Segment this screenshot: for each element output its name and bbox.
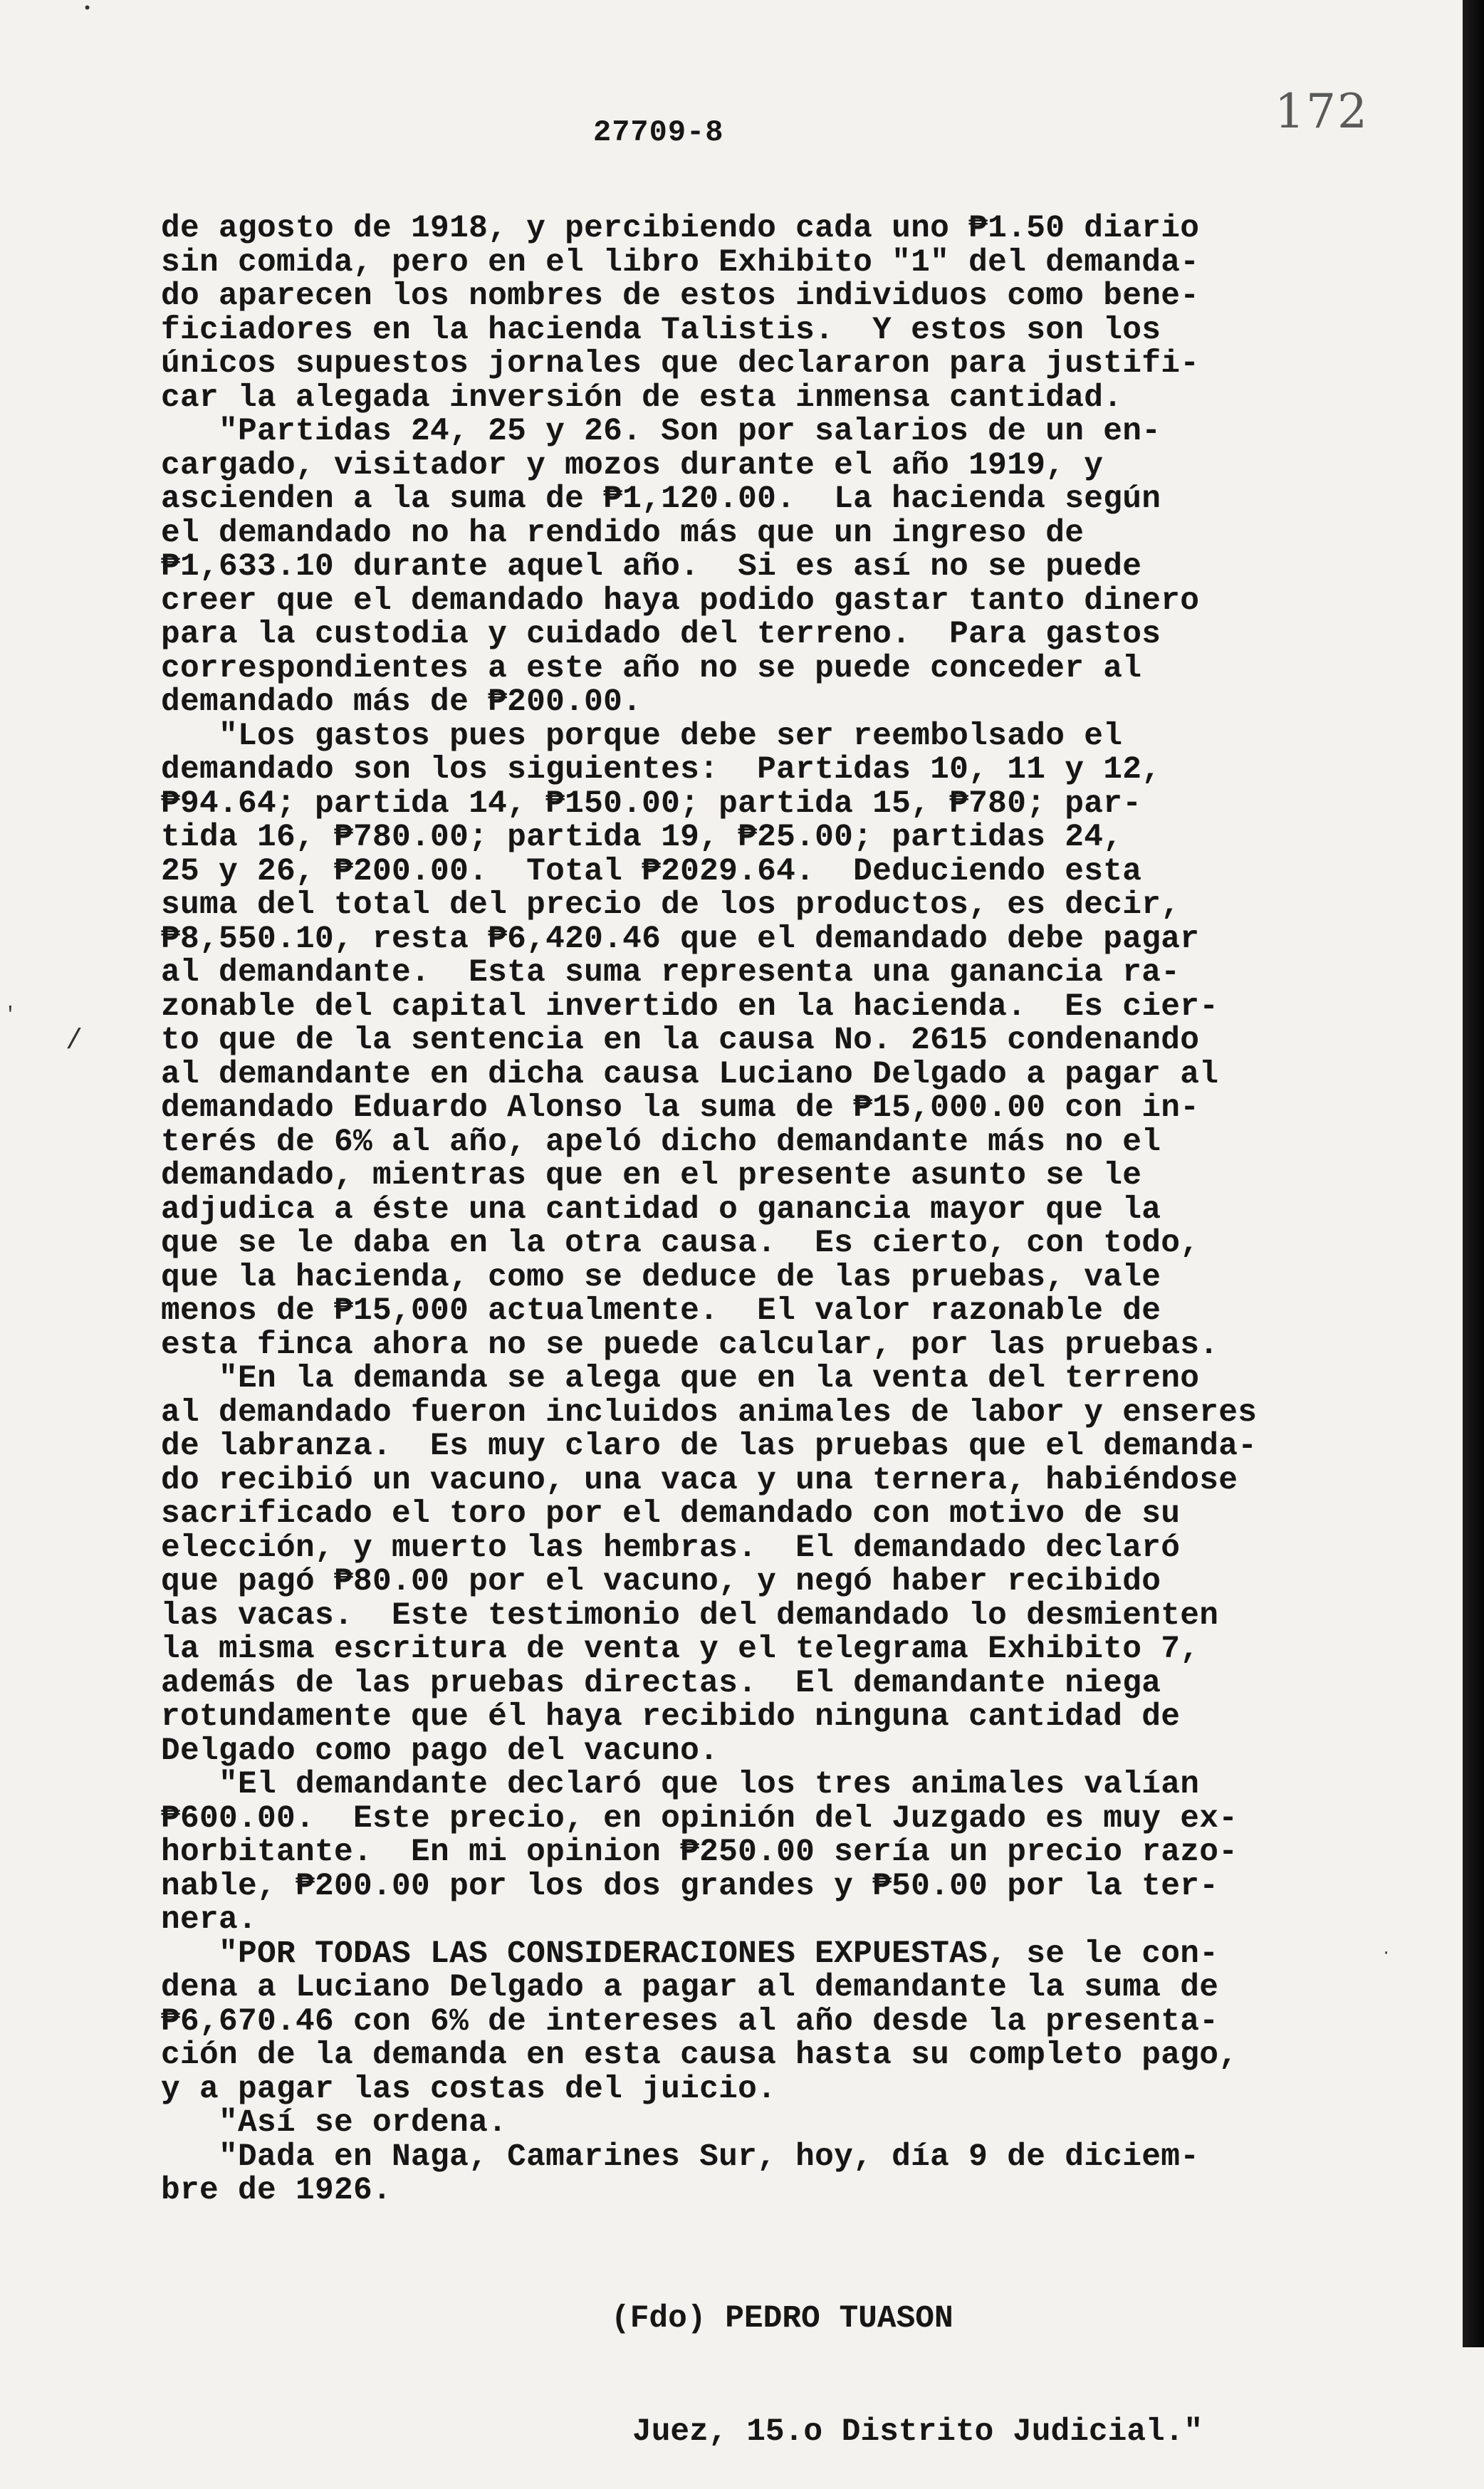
body-line: nera. (161, 1902, 258, 1938)
body-line: elección, y muerto las hembras. El demandado declaró (161, 1530, 1181, 1566)
body-line: 25 y 26, ₱200.00. Total ₱2029.64. Deduciendo esta (161, 853, 1142, 889)
body-line: ₱6,670.46 con 6% de intereses al año desde la presenta- (161, 2003, 1219, 2040)
body-line: la misma escritura de venta y el telegrama Exhibito 7, (161, 1632, 1200, 1667)
body-line: para la custodia y cuidado del terreno. Para gastos (161, 617, 1161, 652)
body-line: "Dada en Naga, Camarines Sur, hoy, día 9 de diciem- (161, 2139, 1200, 2175)
body-line: de labranza. Es muy claro de las pruebas que el demanda- (161, 1429, 1258, 1464)
body-line: las vacas. Este testimonio del demandado lo desmienten (161, 1597, 1219, 1634)
body-line: demandado son los siguientes: Partidas 10, 11 y 12, (161, 752, 1161, 788)
body-line: ción de la demanda en esta causa hasta su completo pago, (161, 2037, 1238, 2073)
margin-mark: / (66, 1026, 83, 1058)
body-line: "El demandante declaró que los tres animales valían (161, 1767, 1200, 1802)
body-line: "Así se ordena. (161, 2105, 508, 2141)
body-line: ascienden a la suma de ₱1,120.00. La hacienda según (161, 481, 1161, 517)
document-code: 27709-8 (593, 115, 724, 150)
body-line: do recibió un vacuno, una vaca y una ternera, habiéndose (161, 1462, 1238, 1498)
body-line: que pagó ₱80.00 por el vacuno, y negó haber recibido (161, 1564, 1161, 1600)
body-line: "Los gastos pues porque debe ser reembolsado el (161, 718, 1123, 754)
body-line: suma del total del precio de los productos, es decir, (161, 887, 1181, 923)
body-line: sin comida, pero en el libro Exhibito "1" del demanda- (161, 244, 1200, 281)
body-line: cargado, visitador y mozos durante el año 1919, y (161, 447, 1104, 484)
body-line: rotundamente que él haya recibido ninguna cantidad de (161, 1699, 1181, 1735)
body-line: do aparecen los nombres de estos individuos como bene- (161, 278, 1200, 314)
scan-border (1463, 0, 1484, 2347)
body-line: además de las pruebas directas. El demandante niega (161, 1665, 1161, 1701)
body-line: únicos supuestos jornales que declararon para justifi- (161, 346, 1200, 382)
margin-mark: • (83, 0, 93, 18)
document-body (161, 212, 1315, 2208)
body-line: de agosto de 1918, y percibiendo cada uno ₱1.50 diario (161, 211, 1200, 246)
body-line: horbitante. En mi opinion ₱250.00 sería un precio razo- (161, 1835, 1238, 1870)
signature-title: Juez, 15.o Distrito Judicial." (632, 2414, 1203, 2450)
body-line: que se le daba en la otra causa. Es cierto, con todo, (161, 1226, 1200, 1261)
body-line: al demandado fueron incluidos animales de labor y enseres (161, 1394, 1258, 1431)
body-line: zonable del capital invertido en la hacienda. Es cier- (161, 988, 1219, 1025)
body-line: el demandado no ha rendido más que un ingreso de (161, 515, 1085, 551)
body-line: bre de 1926. (161, 2173, 392, 2208)
body-line: "POR TODAS LAS CONSIDERACIONES EXPUESTAS, se le con- (161, 1936, 1219, 1972)
body-line: sacrificado el toro por el demandado con motivo de su (161, 1496, 1181, 1532)
body-line: Delgado como pago del vacuno. (161, 1733, 719, 1769)
body-line: nable, ₱200.00 por los dos grandes y ₱50.00 por la ter- (161, 1868, 1219, 1904)
body-line: que la hacienda, como se deduce de las pruebas, vale (161, 1259, 1161, 1295)
body-line: adjudica a éste una cantidad o ganancia mayor que la (161, 1191, 1161, 1228)
body-line: demandado Eduardo Alonso la suma de ₱15,000.00 con in- (161, 1090, 1200, 1126)
body-line: ₱600.00. Este precio, en opinión del Juzgado es muy ex- (161, 1800, 1238, 1837)
body-line: y a pagar las costas del juicio. (161, 2071, 777, 2107)
margin-mark: · (1381, 1944, 1391, 1962)
body-line: correspondientes a este año no se puede conceder al (161, 650, 1142, 687)
body-line: "En la demanda se alega que en la venta del terreno (161, 1361, 1200, 1397)
page-number: 172 (1275, 84, 1369, 139)
body-line: demandado más de ₱200.00. (161, 684, 642, 720)
body-line: esta finca ahora no se puede calcular, por las pruebas. (161, 1327, 1219, 1363)
body-line: terés de 6% al año, apeló dicho demandante más no el (161, 1124, 1161, 1160)
body-line: creer que el demandado haya podido gastar tanto dinero (161, 583, 1200, 619)
signature-block (611, 2225, 1203, 2489)
body-line: menos de ₱15,000 actualmente. El valor razonable de (161, 1293, 1161, 1329)
body-line: ₱1,633.10 durante aquel año. Si es así no se puede (161, 549, 1142, 585)
body-line: ficiadores en la hacienda Talistis. Y estos son los (161, 312, 1161, 348)
body-line: car la alegada inversión de esta inmensa cantidad. (161, 380, 1123, 416)
body-line: to que de la sentencia en la causa No. 2615 condenando (161, 1023, 1200, 1058)
body-line: ₱8,550.10, resta ₱6,420.46 que el demandado debe pagar (161, 921, 1200, 957)
body-line: "Partidas 24, 25 y 26. Son por salarios de un en- (161, 414, 1161, 449)
body-line: dena a Luciano Delgado a pagar al demandante la suma de (161, 1970, 1219, 2005)
body-line: al demandante en dicha causa Luciano Delgado a pagar al (161, 1056, 1219, 1092)
body-line: ₱94.64; partida 14, ₱150.00; partida 15, ₱780; par- (161, 786, 1142, 822)
body-line: demandado, mientras que en el presente asunto se le (161, 1158, 1142, 1194)
signature-name: (Fdo) PEDRO TUASON (611, 2301, 953, 2337)
body-line: tida 16, ₱780.00; partida 19, ₱25.00; partidas 24, (161, 820, 1123, 855)
body-line: al demandante. Esta suma representa una ganancia ra- (161, 955, 1181, 991)
margin-mark: ' (4, 1004, 16, 1026)
